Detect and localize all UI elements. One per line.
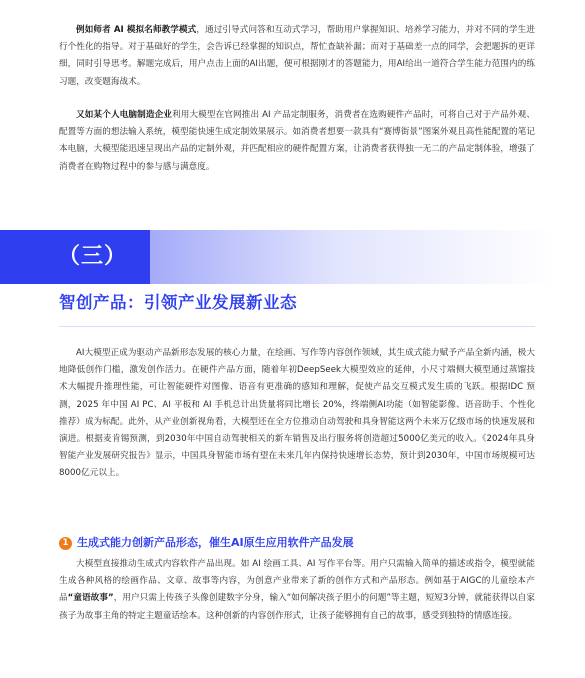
paragraph-ai-product-forms xyxy=(59,345,535,483)
product-name-quote: “童语故事” xyxy=(67,593,114,604)
section-banner-gradient xyxy=(150,230,555,284)
subsection-number-badge: 1 xyxy=(59,537,72,550)
subsection-title: 生成式能力创新产品形态，催生AI原生应用软件产品发展 xyxy=(77,536,354,549)
subsection-heading xyxy=(59,534,354,552)
paragraph-body: 利用大模型在官网推出 AI 产品定制服务，消费者在选购硬件产品时，可将自己对于产品外观、配置等方面的想法输入系统，模型能快速生成定制效果展示。如消费者想要一款具有“赛博街景”图案外观且高性能配置的笔记本电脑，大模型能迅速呈现出产品的定制外观，并匹配相应的硬件配置方案，让消费者获得独一无二的产品定制体验，增强了消费者在购物过程中的参与感与满意度。 xyxy=(59,110,535,172)
section-divider xyxy=(59,326,535,327)
paragraph-body: ，通过引导式问答和互动式学习，帮助用户掌握知识、培养学习能力，并对不同的学生进行个性化的指导。对于基础好的学生，会告诉已经掌握的知识点，帮忙查缺补漏；而对于基础差一点的同学，会把题拆的更详细，同时引导思考。解题完成后，用户点击上面的AI出题，便可根据刚才的答题能力，用AI给出一道符合学生能力范围内的练习题，改变题海战术。 xyxy=(59,25,535,87)
paragraph-tutor-ai-example xyxy=(59,22,535,91)
section-title: 智创产品：引领产业发展新业态 xyxy=(59,293,297,312)
section-number-label: （三） xyxy=(58,244,128,269)
paragraph-lead: 例如师者 AI 模拟名师教学模式 xyxy=(76,25,197,35)
paragraph-body-continued: ，用户只需上传孩子头像创建数字分身，输入“如何解决孩子胆小的问题”等主题，短短3分钟，就能获得以自家孩子为故事主角的特定主题童话绘本。这种创新的内容创作形式，让孩子能够拥有自己的故事，感受到独特的情感连接。 xyxy=(59,593,535,621)
paragraph-pc-maker-example xyxy=(59,107,535,176)
paragraph-lead: 又如某个人电脑制造企业 xyxy=(76,110,173,120)
paragraph-body: 大模型直接推动生成式内容软件产品出现。如 AI 绘画工具、AI 写作平台等。用户只需输入简单的描述或指令，模型就能生成各种风格的绘画作品、文章、故事等内容，为创意产业带来了新的创作方式和产品形态。例如基于AIGC的儿童绘本产品 xyxy=(59,559,535,604)
paragraph-body: AI大模型正成为驱动产品新形态发展的核心力量，在绘画、写作等内容创作领域，其生成式能力赋予产品全新内涵，极大地降低创作门槛，激发创作活力。在硬件产品方面，随着年初DeepSeek大模型效应的延伸，小尺寸端侧大模型通过蒸馏技术大幅提升推理性能，可让智能硬件对图像、语音有更准确的感知和理解，促使产品交互模式发生质的飞跃。根据IDC 预测，2025 年中国 AI PC、AI 平板和 AI 手机总计出货量将同比增长 20%，终端侧AI功能（如智能影像、语音助手、个性化推荐）成为标配。此外，从产业创新视角看，大模型还在全方位推动自动驾驶和具身智能这两个未来万亿级市场的快速发展和演进。根据麦肯锡预测，到2030年中国自动驾驶相关的新车销售及出行服务将创造超过5000亿美元的收入。《2024年具身智能产业发展研究报告》显示，中国具身智能市场有望在未来几年内保持快速增长态势，预计到2030年，中国市场规模可达8000亿元以上。 xyxy=(59,348,535,479)
paragraph-generative-content xyxy=(59,556,535,625)
